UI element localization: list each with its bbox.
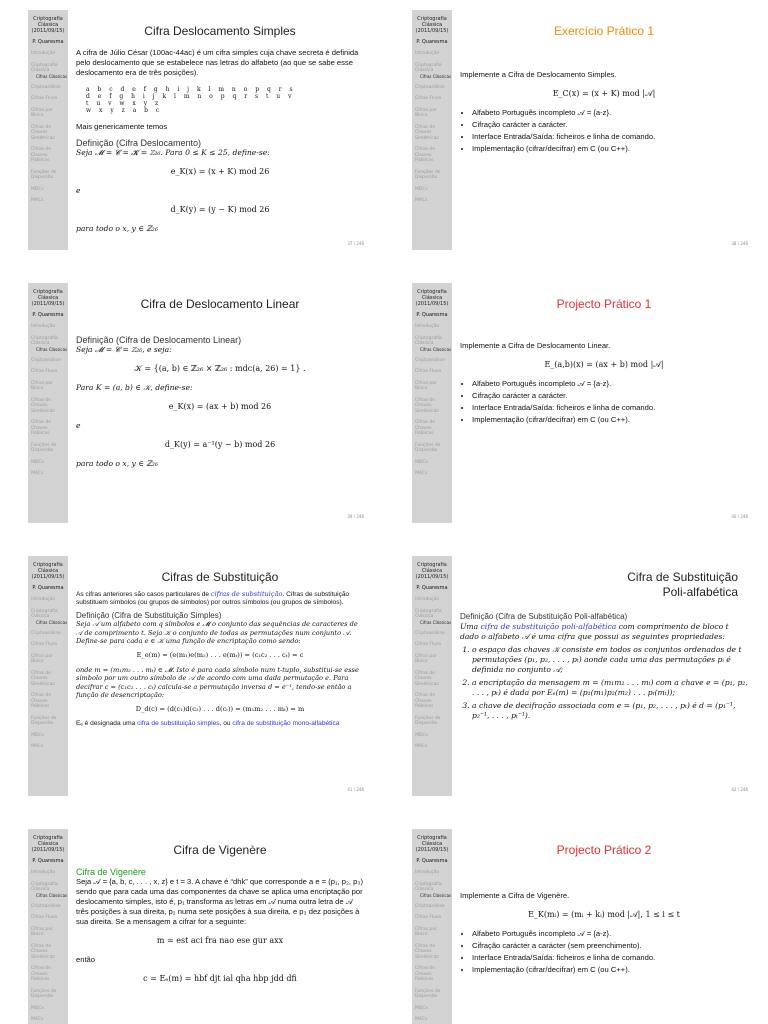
sidebar-author: P. Quaresma [32,39,64,45]
sidebar-item-criptoanalise[interactable]: Criptoanálise [415,903,445,909]
definition-text: Seja 𝓜 = 𝓒 = ℤ₂₆, e seja: [76,345,172,354]
equation: E_K(mᵢ) = (mᵢ + kᵢ) mod |𝒜|, 1 ≤ i ≤ t [528,910,680,919]
page-number: 38 / 246 [731,241,748,246]
sidebar-item-mdcs[interactable]: MDCs [31,732,44,738]
sidebar-item-macs[interactable]: MACs [415,744,428,749]
equation-decrypt: D_d(c) = (d(c₁)d(c₂) . . . d(cₜ)) = (m₁m₂ . . . mₜ) = m [135,705,305,714]
slide-sidebar [28,829,68,1024]
sidebar-item-criptografia-classica[interactable]: Criptografia Clássica [415,881,442,892]
sidebar-item-mdcs[interactable]: MDCs [415,732,428,738]
sidebar-item-macs[interactable]: MACs [415,198,428,203]
slide-title: Cifra Deslocamento Simples [144,24,296,38]
generic-text: Mais genericamente temos [76,122,168,131]
page-number: 41 / 246 [347,787,364,792]
sidebar-item-introducao[interactable]: Introdução [415,51,440,56]
slide-39 [28,283,370,523]
sidebar-author: P. Quaresma [32,312,64,318]
sidebar-item-chaves-simetricas[interactable]: Cifras de Chaves Simétricas [31,670,55,687]
key-space-equation: 𝒦 = {(a, b) ∈ ℤ₂₆ × ℤ₂₆ : mdc(a, 26) = 1} . [134,364,306,373]
sidebar-item-cifras-fluxo[interactable]: Cifras Fluxo [31,369,58,374]
sidebar-course-title: Criptografia Clássica (2011/09/15) [31,289,65,307]
definition-text: Seja 𝓜 = 𝓒 = 𝓚 = ℤ₂₆. Para 0 ≤ K ≤ 25, define-se: [76,148,270,157]
sidebar-item-mdcs[interactable]: MDCs [415,1005,428,1011]
plaintext-equation: m = est aci fra nao ese gur axx [156,936,284,945]
sidebar-item-criptografia-classica[interactable]: Criptografia Clássica [415,608,442,619]
ciphertext-equation: c = Eₑ(m) = hbf djt ial qha hbp jdd dfi [143,974,297,983]
slide-sidebar [28,10,68,250]
sidebar-item-cifras-fluxo[interactable]: Cifras Fluxo [415,96,442,101]
slide-44 [412,829,754,1024]
slide-sidebar [412,10,452,250]
sidebar-item-criptoanalise[interactable]: Criptoanálise [415,630,445,636]
sidebar-author: P. Quaresma [416,312,448,318]
slide-sidebar [28,283,68,523]
sidebar-item-criptografia-classica[interactable]: Criptografia Clássica [415,335,442,346]
sidebar-subitem-cifras-classicas[interactable]: Cifras Clássicas [420,73,452,79]
sidebar-item-criptografia-classica[interactable]: Criptografia Clássica [415,62,442,73]
requirements-list [460,108,748,154]
sidebar-item-chaves-publicas[interactable]: Cifras de Chaves Públicas [415,420,435,436]
slide-content [460,70,748,154]
sidebar-item-mdcs[interactable]: MDCs [415,459,428,465]
page-number: 37 / 246 [347,241,364,246]
slide-40 [412,283,754,523]
list-item: • Alfabeto Português incompleto 𝒜 = {a-z}. [472,108,748,118]
sidebar-nav [412,597,452,750]
poly-alphabetic-link[interactable]: cifra de substituição poli-alfabética [480,622,617,631]
sidebar-item-chaves-simetricas[interactable]: Cifras de Chaves Simétricas [31,943,55,960]
sidebar-item-introducao[interactable]: Introdução [415,324,440,329]
sidebar-item-cifras-fluxo[interactable]: Cifras Fluxo [31,642,58,647]
sidebar-item-cifras-bloco[interactable]: Cifras por Bloco [31,926,53,937]
sidebar-item-cifras-fluxo[interactable]: Cifras Fluxo [31,96,58,101]
sidebar-subitem-cifras-classicas[interactable]: Cifras Clássicas [420,619,452,625]
slide-content [460,341,748,425]
slide-title: Exercício Prático 1 [553,24,655,38]
slide-content [460,891,748,975]
task-text: Implemente a Cifra de Deslocamento Simples. [460,70,617,79]
equation-encrypt: e_K(x) = (ax + b) mod 26 [168,402,272,411]
sidebar-item-criptografia-classica[interactable]: Criptografia Clássica [31,608,58,619]
slide-content [76,590,364,728]
sidebar-item-chaves-publicas[interactable]: Cifras de Chaves Públicas [31,147,51,163]
block-title: Cifra de Vigenère [76,867,146,877]
sidebar-item-criptoanalise[interactable]: Criptoanálise [31,630,61,636]
sidebar-nav [28,870,68,1023]
forall-text: para todo o x, y ∈ ℤ₂₆ [76,224,158,233]
sidebar-item-criptografia-classica[interactable]: Criptografia Clássica [31,62,58,73]
slide-41 [28,556,370,796]
sidebar-item-chaves-publicas[interactable]: Cifras de Chaves Públicas [31,693,51,709]
sidebar-author: P. Quaresma [32,858,64,864]
sidebar-item-cifras-bloco[interactable]: Cifras por Bloco [31,380,53,391]
sidebar-nav [412,51,452,204]
list-item: • Interface Entrada/Saída: ficheiros e linha de comando. [472,953,748,963]
slide-content [460,612,748,721]
slide-43 [28,829,370,1024]
sidebar-item-chaves-publicas[interactable]: Cifras de Chaves Públicas [31,420,51,436]
vigenere-text: Seja 𝒜 = {a, b, c, . . . , x, z} e t = 3. A chave é “dhk” que corresponde a e = (p₁, p₂, p₃) sendo que para cada uma das componentes da chave se aplica uma encriptação por deslocamento simples, isto é, p₁ transforma as letras em 𝒜 numa outra letra de 𝒜 três posições à sua direita, p₂ numa sete posições à sua direita, e p₃ dez posições à sua direita. Se a mensagem a cifrar for a seguinte: [76,877,363,926]
list-item: • Implementação (cifrar/decifrar) em C (ou C++). [472,965,748,975]
sidebar-course-title: Criptografia Clássica (2011/09/15) [31,835,65,853]
intro-text: A cifra de Júlio César (100ac-44ac) é um cifra simples cuja chave secreta é definida pelo deslocamento que se estabelece nas letras do alfabeto (ao que se sabe esse deslocamento era de três posições). [76,48,359,77]
sidebar-item-macs[interactable]: MACs [31,744,44,749]
closing-text: Eₑ é designada uma cifra de substituição simples, ou cifra de substituição mono-alfabética [76,719,340,727]
slide-sidebar [412,556,452,796]
requirements-list [460,379,748,425]
sidebar-item-criptoanalise[interactable]: Criptoanálise [31,357,61,363]
definition-title: Definição (Cifra de Substituição Poli-alfabética) [460,612,628,621]
definition-title: Definição (Cifra de Substituição Simples) [76,610,222,620]
slide-main [460,283,748,523]
sidebar-item-cifras-bloco[interactable]: Cifras por Bloco [31,107,53,118]
list-item: 3. a chave de decifração associada com e = (p₁, p₂, . . . , pₜ) é d = (p₁⁻¹, p₂⁻¹, . . . , pₜ⁻¹). [472,701,748,721]
list-item: 2. a encriptação da mensagem m = (m₁m₂ . . . mₜ) com a chave e = (p₁, p₂, . . . , pₜ) é dada por Eₑ(m) = (p₁(m₁)p₂(m₂) . . . pₜ(mₜ)); [472,678,748,698]
sidebar-course-title: Criptografia Clássica (2011/09/15) [415,562,449,580]
substitution-link[interactable]: cifras de substituição [210,590,283,598]
sidebar-author: P. Quaresma [416,858,448,864]
sidebar-item-criptoanalise[interactable]: Criptoanálise [415,357,445,363]
equation-encrypt: e_K(x) = (x + K) mod 26 [170,167,270,176]
sidebar-course-title: Criptografia Clássica (2011/09/15) [31,562,65,580]
slide-content [76,335,364,469]
sidebar-item-chaves-simetricas[interactable]: Cifras de Chaves Simétricas [415,397,439,414]
definition-text: Seja 𝒜 um alfabeto com q símbolos e 𝓜 o conjunto das sequências de caracteres de 𝒜 de comprimento t. Seja 𝒦 o conjunto de todas as permutações num conjunto 𝒜. Define-se para cada e ∈ 𝒦 uma função de encriptação como sendo: [76,620,358,646]
list-item: • Alfabeto Português incompleto 𝒜 = {a-z}. [472,379,748,389]
sidebar-author: P. Quaresma [32,585,64,591]
sidebar-item-macs[interactable]: MACs [415,1017,428,1022]
sidebar-subitem-cifras-classicas[interactable]: Cifras Clássicas [420,892,452,898]
page-number: 42 / 246 [731,787,748,792]
task-text: Implemente a Cifra de Vigenère. [460,891,570,900]
sidebar-item-mdcs[interactable]: MDCs [31,459,44,465]
sidebar-item-introducao[interactable]: Introdução [31,597,56,602]
simple-substitution-link[interactable]: cifra de substituição simples [137,719,220,727]
slide-42 [412,556,754,796]
list-item: • Cifração carácter a carácter. [472,391,748,401]
intro-text: As cifras anteriores são casos particulares de cifras de substituição. Cifras de substituição substituem símbolos (ou grupos de símbolos) por outros símbolos (ou grupos de símbolos). [76,590,350,607]
slide-content [76,48,364,234]
sidebar-item-criptoanalise[interactable]: Criptoanálise [31,903,61,909]
mono-alphabetic-link[interactable]: cifra de substituição mono-alfabética [232,719,340,727]
sidebar-item-chaves-publicas[interactable]: Cifras de Chaves Públicas [415,693,435,709]
sidebar-course-title: Criptografia Clássica (2011/09/15) [31,16,65,34]
slide-main [76,556,364,796]
sidebar-item-introducao[interactable]: Introdução [31,870,56,875]
slide-37 [28,10,370,250]
sidebar-item-cifras-fluxo[interactable]: Cifras Fluxo [31,915,58,920]
slide-title: Cifras de Substituição [161,570,279,584]
caesar-permutation: a b c d e f g h i j k l m n o p q r s d e f g h i j k l m n o p q r s t u v t u v w x y z w x y z a b c [86,86,296,114]
sidebar-item-funcoes-dispersao[interactable]: Funções de Dispersão [415,715,441,726]
slide-main [460,556,748,796]
sidebar-item-introducao[interactable]: Introdução [31,51,56,56]
sidebar-item-funcoes-dispersao[interactable]: Funções de Dispersão [31,442,57,453]
equation: E_(a,b)(x) = (ax + b) mod |𝒜| [544,360,664,369]
sidebar-nav [412,324,452,477]
sidebar-item-criptografia-classica[interactable]: Criptografia Clássica [31,335,58,346]
sidebar-item-funcoes-dispersao[interactable]: Funções de Dispersão [31,988,57,999]
sidebar-course-title: Criptografia Clássica (2011/09/15) [415,16,449,34]
sidebar-nav [28,51,68,204]
sidebar-nav [412,870,452,1023]
slide-title: Projecto Prático 2 [556,843,652,857]
properties-list [460,645,748,721]
sidebar-item-funcoes-dispersao[interactable]: Funções de Dispersão [415,988,441,999]
sidebar-author: P. Quaresma [416,39,448,45]
list-item: 1. o espaço das chaves 𝒦 consiste em todos os conjuntos ordenados de t permutações (p₁, p₂, . . . , pₜ) aonde cada uma das permutações pᵢ é definida no conjunto 𝒜; [472,645,748,675]
sidebar-item-chaves-simetricas[interactable]: Cifras de Chaves Simétricas [31,124,55,141]
sidebar-subitem-cifras-classicas[interactable]: Cifras Clássicas [36,892,68,898]
sidebar-item-chaves-publicas[interactable]: Cifras de Chaves Públicas [415,147,435,163]
page-number: 40 / 246 [731,514,748,519]
slide-main [460,10,748,250]
list-item: • Alfabeto Português incompleto 𝒜 = {a-z}. [472,929,748,939]
sidebar-item-cifras-fluxo[interactable]: Cifras Fluxo [415,369,442,374]
sidebar-item-criptoanalise[interactable]: Criptoanálise [415,84,445,90]
slide-main [76,829,364,1024]
forall-text: para todo o x, y ∈ ℤ₂₆ [76,459,158,468]
sidebar-item-funcoes-dispersao[interactable]: Funções de Dispersão [415,442,441,453]
sidebar-item-macs[interactable]: MACs [31,198,44,203]
sidebar-item-cifras-bloco[interactable]: Cifras por Bloco [415,107,437,118]
conjunction: e [76,421,81,430]
sidebar-item-funcoes-dispersao[interactable]: Funções de Dispersão [415,169,441,180]
list-item: • Cifração carácter a carácter. [472,120,748,130]
sidebar-item-chaves-simetricas[interactable]: Cifras de Chaves Simétricas [415,124,439,141]
sidebar-course-title: Criptografia Clássica (2011/09/15) [415,289,449,307]
sidebar-nav [28,324,68,477]
then-text: então [76,955,96,964]
sidebar-item-cifras-fluxo[interactable]: Cifras Fluxo [415,915,442,920]
sidebar-nav [28,597,68,750]
sidebar-subitem-cifras-classicas[interactable]: Cifras Clássicas [36,346,68,352]
sidebar-item-mdcs[interactable]: MDCs [31,1005,44,1011]
sidebar-subitem-cifras-classicas[interactable]: Cifras Clássicas [420,346,452,352]
task-text: Implemente a Cifra de Deslocamento Linear. [460,341,611,350]
sidebar-item-cifras-bloco[interactable]: Cifras por Bloco [31,653,53,664]
sidebar-item-cifras-bloco[interactable]: Cifras por Bloco [415,653,437,664]
sidebar-item-macs[interactable]: MACs [415,471,428,476]
sidebar-subitem-cifras-classicas[interactable]: Cifras Clássicas [36,73,68,79]
slide-sidebar [412,829,452,1024]
equation: E_C(x) = (x + K) mod |𝒜| [552,89,656,98]
page-number: 39 / 246 [347,514,364,519]
sidebar-item-chaves-simetricas[interactable]: Cifras de Chaves Simétricas [415,670,439,687]
sidebar-course-title: Criptografia Clássica (2011/09/15) [415,835,449,853]
sidebar-item-introducao[interactable]: Introdução [415,597,440,602]
slide-sidebar [412,283,452,523]
sidebar-item-chaves-publicas[interactable]: Cifras de Chaves Públicas [415,966,435,982]
sidebar-item-chaves-simetricas[interactable]: Cifras de Chaves Simétricas [31,397,55,414]
list-item: • Interface Entrada/Saída: ficheiros e linha de comando. [472,403,748,413]
list-item: • Cifração carácter a carácter (sem preenchimento). [472,941,748,951]
equation-encrypt: E_e(m) = (e(m₁)e(m₂) . . . e(mₜ)) = (c₁c₂ . . . cₜ) = c [136,651,304,660]
sidebar-item-mdcs[interactable]: MDCs [415,186,428,192]
slide-title: Projecto Prático 1 [556,297,652,311]
slide-title: Cifra de Vigenère [173,843,267,857]
conjunction: e [76,186,81,195]
slide-title: Cifra de Deslocamento Linear [140,297,300,311]
list-item: • Implementação (cifrar/decifrar) em C (ou C++). [472,144,748,154]
definition-title: Definição (Cifra Deslocamento) [76,138,202,148]
mid-text: onde m = (m₁m₂ . . . mₜ) ∈ 𝓜. Isto é para cada símbolo num t-tuplo, substitui-se esse símbolo por um outro símbolo de 𝒜 de acordo com uma dada permutação e. Para decifrar c = (c₁c₂ . . . cₜ) calcula-se a permutação inversa d = e⁻¹, tendo-se então a função de desencriptação: [76,665,359,700]
sidebar-item-chaves-simetricas[interactable]: Cifras de Chaves Simétricas [415,943,439,960]
sidebar-subitem-cifras-classicas[interactable]: Cifras Clássicas [36,619,68,625]
equation-decrypt: d_K(y) = (y − K) mod 26 [170,205,270,214]
sidebar-item-macs[interactable]: MACs [31,1017,44,1022]
list-item: • Implementação (cifrar/decifrar) em C (ou C++). [472,415,748,425]
sidebar-item-criptografia-classica[interactable]: Criptografia Clássica [31,881,58,892]
sidebar-item-criptoanalise[interactable]: Criptoanálise [31,84,61,90]
sidebar-item-mdcs[interactable]: MDCs [31,186,44,192]
equation-decrypt: d_K(y) = a⁻¹(y − b) mod 26 [164,440,276,449]
sidebar-item-funcoes-dispersao[interactable]: Funções de Dispersão [31,169,57,180]
sidebar-item-cifras-bloco[interactable]: Cifras por Bloco [415,926,437,937]
list-item: • Interface Entrada/Saída: ficheiros e linha de comando. [472,132,748,142]
slide-title: Cifra de Substituição Poli-alfabética [627,570,738,599]
slide-content [76,867,364,984]
slide-38 [412,10,754,250]
definition-text-2: Para K = (a, b) ∈ 𝒦, define-se: [76,383,193,392]
sidebar-item-introducao[interactable]: Introdução [31,324,56,329]
sidebar-item-funcoes-dispersao[interactable]: Funções de Dispersão [31,715,57,726]
sidebar-item-chaves-publicas[interactable]: Cifras de Chaves Públicas [31,966,51,982]
sidebar-author: P. Quaresma [416,585,448,591]
definition-text: Uma cifra de substituição poli-alfabética com comprimento de bloco t dado o alfabeto 𝒜 é uma cifra que possui as seguintes propriedades: [460,622,729,641]
sidebar-item-cifras-bloco[interactable]: Cifras por Bloco [415,380,437,391]
slide-main [460,829,748,1024]
slide-main [76,10,364,250]
sidebar-item-macs[interactable]: MACs [31,471,44,476]
definition-title: Definição (Cifra de Deslocamento Linear) [76,335,242,345]
requirements-list [460,929,748,975]
slide-main [76,283,364,523]
slide-sidebar [28,556,68,796]
sidebar-item-cifras-fluxo[interactable]: Cifras Fluxo [415,642,442,647]
sidebar-item-introducao[interactable]: Introdução [415,870,440,875]
